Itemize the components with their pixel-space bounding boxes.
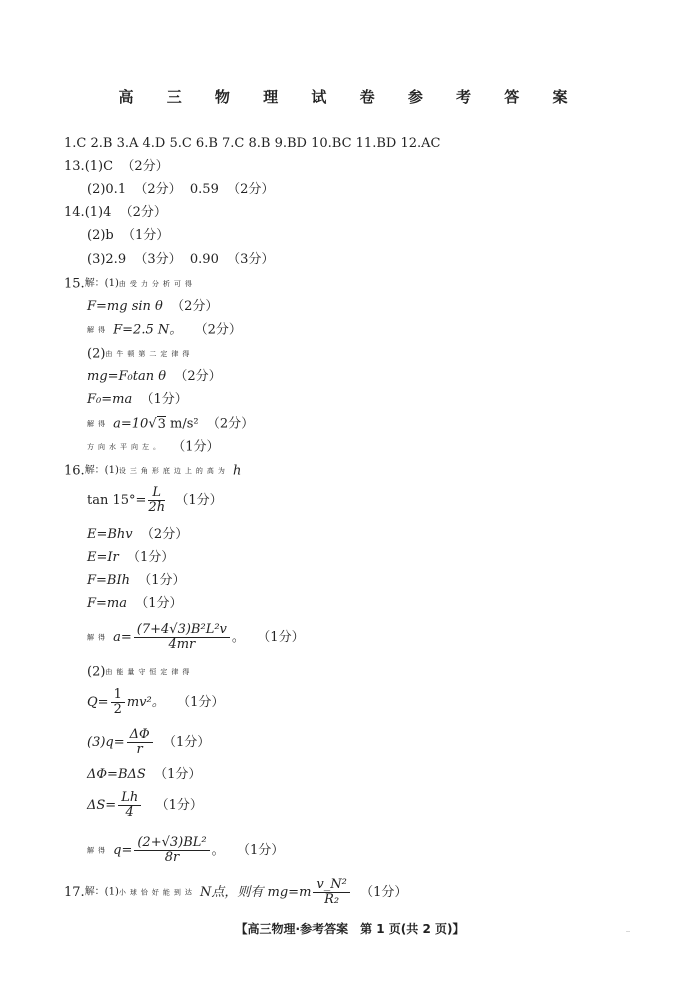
q16-eq1-points: （2分） [140,527,189,542]
q16-eq4-text: F=ma [87,596,127,611]
q16-a-den: 4mr [168,637,196,652]
q16-tan-lhs: tan 15°= [87,493,147,508]
q15-eq4 [87,392,188,408]
q15-eq2-points: （2分） [194,322,242,338]
q16-ds-den: 4 [125,805,134,820]
q16-step3-lhs: (3)q= [87,735,125,750]
q16-tan-eq [87,486,223,515]
q17-n-point: N点，则有 [200,885,264,900]
q16-final-lhs: q= [113,843,133,858]
q15-eq6 [87,439,220,456]
page-footer: 【高三物理·参考答案 第 1 页(共 2 页)】 [235,922,465,936]
q17-step1-text: 小球恰好能到达 [118,888,196,897]
q16-tan-num: L [148,486,165,501]
q16-eq2 [87,550,174,566]
q16-h: h [233,463,242,479]
q15-step2 [87,346,193,363]
q15-eq3-points: （2分） [174,369,222,384]
q17-line1 [64,878,407,907]
q14-line2 [87,228,169,244]
sqrt-sign: √ [148,416,157,432]
q15-eq6-points: （1分） [172,439,220,455]
q16-tan-frac [148,486,165,515]
q16-step3-den: r [136,742,143,757]
q15-eq5-unit: m/s² [165,416,199,432]
q16-step3-points: （1分） [162,735,211,750]
q15-eq6-text: 方向水平向左。 [87,443,164,451]
q16-eq5 [87,767,201,783]
q15-eq3-text: mg=F₀tan θ [87,369,167,384]
q15-eq4-text: F₀=ma [87,392,133,407]
q14-points1: （2分） [119,205,167,220]
q16-eq3-points: （1分） [138,573,186,588]
q14-label: 14. [64,205,85,220]
q16-tan-points: （1分） [175,493,223,508]
q13-points1: （2分） [121,159,169,174]
q14-points3a: （3分） [134,252,182,267]
q13-points2a: （2分） [134,182,182,197]
q14-answer1: (1)4 [84,205,112,220]
q17-num: v_N² [313,878,349,893]
q16-ds-lhs: ΔS= [87,798,117,813]
q16-a-eq: 解得 a= $\frac{\text{(7+4√3)B²L²v}}{4mr}$ 。 （1分） [87,622,305,652]
page-title: 高 三 物 理 试 卷 参 考 答 案 [118,88,582,106]
q15-step2-num: (2) [87,346,106,362]
q16-step1-text: 设三角形底边上的高为 [118,467,229,475]
q16-step2-text: 由能量守恒定律得 [105,668,194,676]
q16-eq4 [87,596,183,612]
q16-eq1 [87,527,188,543]
q17-lhs: mg=m [267,885,312,900]
q16-q-rhs: mv²。 [126,695,165,710]
q16-q-eq [87,688,224,717]
q17-frac [313,878,349,907]
q13-line2 [87,182,274,198]
q13-answer1: (1)C [84,159,114,174]
q15-step2-text: 由牛顿第二定律得 [105,350,194,358]
q15-eq4-points: （1分） [140,392,188,407]
q16-step3 [87,728,210,757]
q16-eq2-text: E=Ir [87,550,119,565]
q16-jiede: 解得 [87,633,109,642]
q17-label: 17. [64,885,85,900]
mc-answers: 1.C 2.B 3.A 4.D 5.C 6.B 7.C 8.B 9.BD 10.BC 11.BD 12.AC [64,136,441,151]
q16-q-num: 1 [111,688,125,703]
q16-final-den: 8r [164,850,180,865]
q16-final-eq: 解得 q= $\frac{\text{(2+√3)BL²}}{8r}$ 。 （1分） [87,835,285,865]
q16-ds-num: Lh [118,791,141,806]
q16-eq3 [87,573,186,589]
q14-line1 [64,205,167,221]
q16-eq5-text: ΔΦ=BΔS [87,767,146,782]
q16-q-den: 2 [113,702,122,717]
q15-eq5-pre: a=10 [113,416,149,432]
q15-eq5-radicand: 3 [157,416,166,432]
q16-label: 16. [64,463,85,479]
q16-step2 [87,664,193,681]
q16-step2-num: (2) [87,664,106,680]
q16-eq5-points: （1分） [154,767,202,782]
q13-answer2: (2)0.1 [87,182,127,197]
q16-jie: 解：(1) [84,465,119,476]
corner-mark: -- [626,928,631,935]
q17-points: （1分） [360,885,408,900]
q15-line1 [64,276,196,293]
q16-q-lhs: Q= [87,695,109,710]
q14-line3 [87,252,274,268]
q16-a-lhs: a= [113,630,132,645]
q15-eq2 [87,322,242,339]
q16-eq3-text: F=BIh [87,573,130,588]
q16-a-points: （1分） [257,630,305,645]
q15-eq1-text: F=mg sin θ [87,299,163,314]
q17-den: R₂ [324,892,340,907]
q15-eq1 [87,299,218,315]
q15-eq5 [87,416,254,433]
q15-step1-text: 由受力分析可得 [118,280,196,288]
q16-ds-frac [118,791,141,820]
q16-eq4-points: （1分） [135,596,183,611]
q16-step3-frac [127,728,153,757]
q16-final-points: （1分） [237,843,285,858]
q16-step3-num: ΔΦ [127,728,153,743]
q15-eq3 [87,369,222,385]
q14-answer3: (3)2.9 [87,252,127,267]
q16-q-points: （1分） [177,695,225,710]
q14-points2: （1分） [122,228,170,243]
q14-points3b: （3分） [227,252,275,267]
q15-jiede: 解得 [87,326,109,334]
q16-line1 [64,463,241,480]
q13-points2b: （2分） [227,182,275,197]
q14-answer3b: 0.90 [189,252,219,267]
q15-eq5-points: （2分） [206,416,255,432]
q16-q-frac [111,688,125,717]
q15-label: 15. [64,276,85,292]
q13-answer2b: 0.59 [189,182,219,197]
q16-ds-eq [87,791,203,820]
q16-a-num: (7+4√3)B²L²v [134,623,230,638]
q13-line1 [64,159,169,175]
q16-eq2-points: （1分） [127,550,175,565]
q15-eq1-points: （2分） [171,299,219,314]
q13-label: 13. [64,159,85,174]
q16-tan-den: 2h [148,500,166,515]
q16-jiede2: 解得 [87,846,109,855]
q15-jie: 解：(1) [84,278,119,289]
q15-eq2-text: F=2.5 N。 [113,322,183,338]
q16-ds-points: （1分） [155,798,203,813]
q16-eq1-text: E=Bhv [87,527,133,542]
q15-jiede2: 解得 [87,420,109,428]
q17-jie: 解：(1) [84,886,119,898]
q14-answer2: (2)b [87,228,114,243]
q16-final-frac [134,836,209,865]
q16-final-num: (2+√3)BL² [134,836,209,851]
q16-a-frac [134,623,230,652]
